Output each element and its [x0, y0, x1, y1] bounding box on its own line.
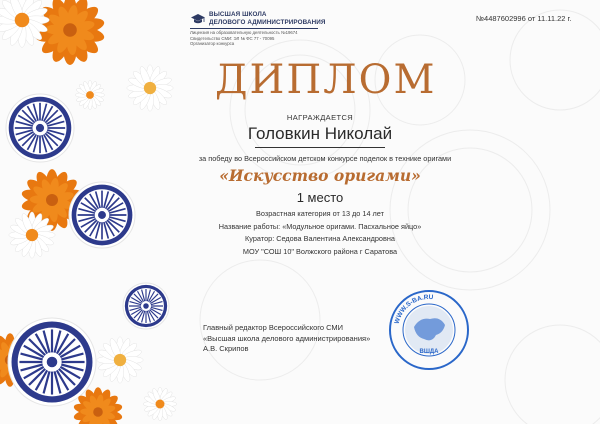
flower-shape	[86, 91, 94, 99]
work-title: Название работы: «Модульное оригами. Пасхальное яйцо»	[218, 221, 422, 231]
award-reason: за победу во Всероссийском детском конкурсе поделок в технике оригами	[198, 154, 452, 163]
flower-shape	[156, 400, 165, 409]
flower-decoration	[0, 0, 200, 424]
place-awarded: 1 место	[296, 190, 344, 205]
license-text: Лицензия на образовательную деятельность №19674	[190, 30, 298, 35]
flower-shape	[46, 194, 58, 206]
curator: Куратор: Седова Валентина Александровна	[245, 234, 395, 243]
age-category: Возрастная категория от 13 до 14 лет	[256, 209, 384, 218]
contest-name: «Искусство оригами»	[219, 166, 421, 185]
organizer-text: Организатор конкурса	[190, 41, 235, 46]
flower-shape	[36, 124, 44, 132]
flower-shape	[15, 13, 30, 28]
flower-shape	[98, 211, 106, 219]
flower-shape	[144, 82, 156, 94]
logo-name	[209, 11, 326, 26]
diploma-title: ДИПЛОМ	[215, 57, 437, 103]
logo-name-line: ДЕЛОВОГО АДМИНИСТРИРОВАНИЯ	[209, 18, 326, 26]
awarded-label: НАГРАЖДАЕТСЯ	[286, 113, 354, 122]
logo-name-line: ВЫСШАЯ ШКОЛА	[209, 11, 267, 18]
document-number: №4487602996 от 11.11.22 г.	[476, 14, 572, 23]
flower-shape	[47, 357, 58, 368]
official-stamp	[388, 289, 470, 371]
stamp-ring-text: WWW.S-BA.RU	[393, 293, 434, 325]
signer-organization: «Высшая школа делового администрирования»	[203, 333, 371, 343]
school: МОУ "СОШ 10" Волжского района г Саратова	[242, 246, 398, 256]
logo-info	[190, 30, 298, 47]
diploma-details	[200, 208, 440, 258]
signer-position: Главный редактор Всероссийского СМИ	[203, 323, 344, 332]
recipient-underline	[255, 147, 385, 148]
stamp-center-text: ВШДА	[419, 349, 439, 355]
signer-name: А.В. Скрипов	[203, 344, 249, 353]
organization-logo	[190, 10, 340, 50]
flower-shape	[143, 303, 149, 309]
media-certificate-text: Свидетельство СМИ: ЭЛ № ФС 77 - 70095	[190, 35, 275, 41]
recipient-name: Головкин Николай	[247, 124, 393, 143]
flower-shape	[26, 229, 38, 241]
logo-divider	[190, 28, 318, 29]
flower-shape	[63, 23, 77, 37]
graduation-cap-icon	[190, 13, 206, 25]
signature-block	[203, 323, 370, 355]
flower-shape	[114, 354, 126, 366]
flower-shape	[93, 407, 103, 417]
